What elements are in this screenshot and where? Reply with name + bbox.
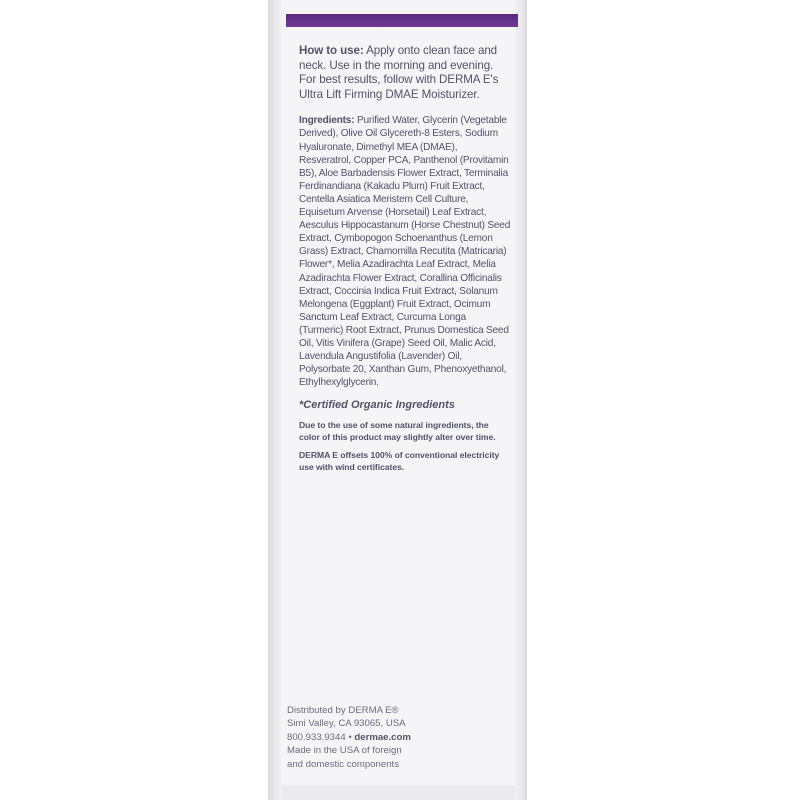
how-to-use-paragraph	[299, 44, 511, 102]
ingredients-text: Purified Water, Glycerin (Vegetable Derived), Olive Oil Glycereth-8 Esters, Sodium Hyaluronate, Dimethyl MEA (DMAE), Resveratrol, Copper PCA, Panthenol (Provitamin B5), Aloe Barbadensis Flower Extract, Terminalia Ferdinandiana (Kakadu Plum) Fruit Extract, Centella Asiatica Meristem Cell Culture, Equisetum Arvense (Horsetail) Leaf Extract, Aesculus Hippocastanum (Horse Chestnut) Seed Extract, Cymbopogon Schoenanthus (Lemon Grass) Extract, Chamomilla Recutita (Matricaria) Flower*, Melia Azadirachta Leaf Extract, Melia Azadirachta Flower Extract, Corallina Officinalis Extract, Coccinia Indica Fruit Extract, Solanum Melongena (Eggplant) Fruit Extract, Ocimum Sanctum Leaf Extract, Curcuma Longa (Turmeric) Root Extract, Prunus Domestica Seed Oil, Vitis Vinifera (Grape) Seed Oil, Malic Acid, Lavendula Angustifolia (Lavender) Oil, Polysorbate 20, Xanthan Gum, Phenoxyethanol, Ethylhexylglycerin.	[299, 115, 511, 389]
distributor-line: Distributed by DERMA E®	[287, 705, 399, 716]
box-left-edge	[268, 0, 282, 800]
distributor-block	[287, 704, 497, 771]
separator-bullet: •	[345, 731, 355, 743]
organic-note: *Certified Organic Ingredients	[299, 399, 455, 412]
box-right-edge	[515, 0, 527, 800]
contact-line	[287, 731, 497, 744]
address-line: Simi Valley, CA 93065, USA	[287, 718, 406, 730]
purple-band	[286, 14, 518, 27]
offset-note: DERMA E offsets 100% of conventional electricity use with wind certificates.	[299, 450, 500, 473]
phone-number: 800.933.9344	[287, 731, 346, 743]
how-to-use-text: Apply onto clean face and neck. Use in the morning and evening. For best results, follow with DERMA E's Ultra Lift Firming DMAE Moisturizer.	[299, 44, 499, 101]
website-text: dermae.com	[354, 731, 411, 743]
origin-line-2: and domestic components	[287, 758, 399, 770]
ingredients-label: Ingredients:	[299, 115, 355, 127]
how-to-use-label: How to use:	[299, 44, 364, 57]
panel-bottom	[282, 785, 515, 800]
label-content	[299, 44, 511, 473]
ingredients-paragraph	[299, 114, 511, 389]
origin-line-1: Made in the USA of foreign	[287, 745, 402, 757]
color-notice: Due to the use of some natural ingredients, the color of this product may slightly alter over time.	[299, 420, 496, 443]
